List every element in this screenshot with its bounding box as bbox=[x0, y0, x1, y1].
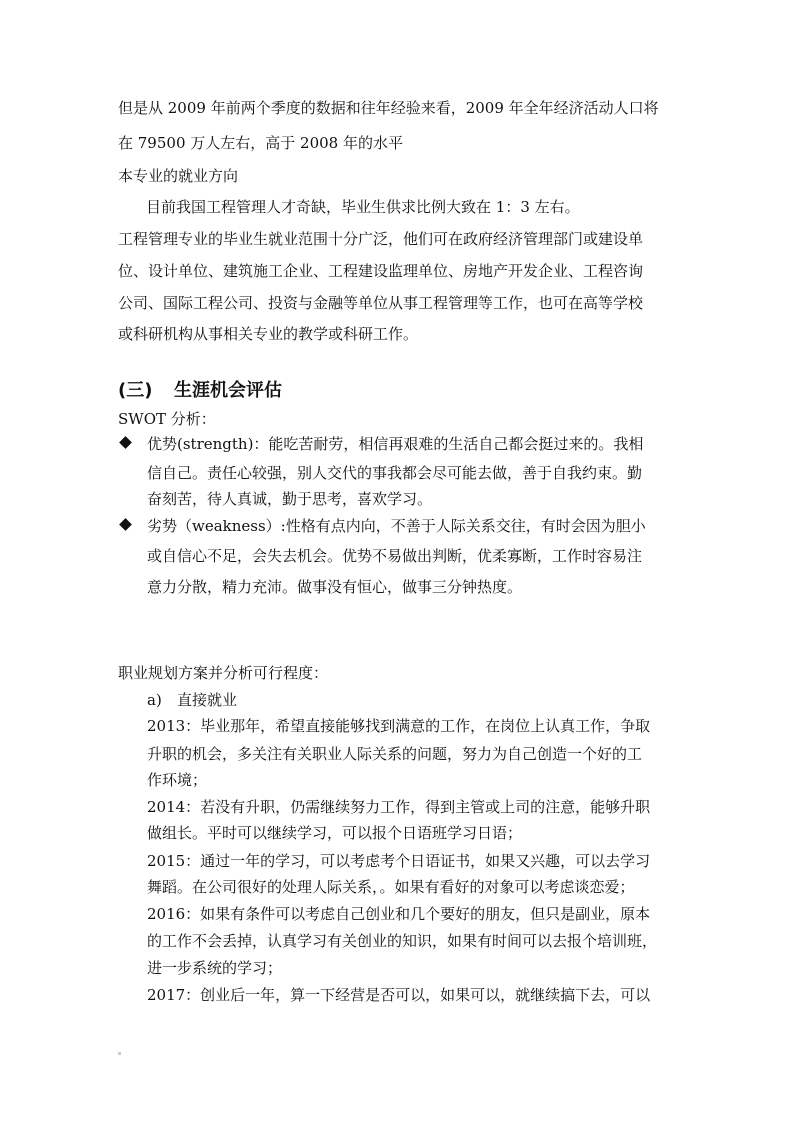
intro-line-2: 在 79500 万人左右，高于 2008 年的水平 bbox=[118, 134, 403, 152]
direction-scope-line: 位、设计单位、建筑施工企业、工程建设监理单位、房地产开发企业、工程咨询 bbox=[118, 262, 644, 280]
strength-line: 优势(strength)：能吃苦耐劳，相信再艰难的生活自己都会挺过来的。我相 bbox=[147, 435, 644, 453]
weakness-line: 意力分散，精力充沛。做事没有恒心，做事三分钟热度。 bbox=[147, 578, 523, 596]
plan-option-text: 直接就业 bbox=[177, 691, 238, 709]
direction-scope-line: 或科研机构从事相关专业的教学或科研工作。 bbox=[118, 325, 419, 343]
section-heading bbox=[118, 379, 282, 403]
strength-line: 信自己。责任心较强，别人交代的事我都会尽可能去做，善于自我约束。勤 bbox=[147, 464, 643, 482]
direction-title: 本专业的就业方向 bbox=[118, 167, 239, 185]
swot-label: SWOT 分析： bbox=[118, 410, 216, 428]
page-mark bbox=[118, 1052, 121, 1055]
diamond-bullet-icon bbox=[119, 518, 132, 531]
plan-2016-line: 的工作不会丢掉，认真学习有关创业的知识，如果有时间可以去报个培训班， bbox=[147, 932, 658, 950]
plan-2013-line: 2013：毕业那年，希望直接能够找到满意的工作，在岗位上认真工作，争取 bbox=[147, 717, 651, 735]
direction-scope-line: 公司、国际工程公司、投资与金融等单位从事工程管理等工作，也可在高等学校 bbox=[118, 294, 644, 312]
section-number: (三) bbox=[118, 380, 153, 401]
plan-2015-line: 2015：通过一年的学习，可以考虑考个日语证书，如果又兴趣，可以去学习 bbox=[147, 852, 651, 870]
strength-line: 奋刻苦，待人真诚，勤于思考，喜欢学习。 bbox=[147, 490, 433, 508]
plan-option-label: a) bbox=[147, 691, 162, 709]
plan-2014-line: 做组长。平时可以继续学习，可以报个日语班学习日语； bbox=[147, 824, 523, 842]
plan-option bbox=[147, 690, 237, 710]
plan-title: 职业规划方案并分析可行程度： bbox=[118, 664, 329, 682]
intro-line-1: 但是从 2009 年前两个季度的数据和往年经验来看，2009 年全年经济活动人口将 bbox=[118, 99, 659, 117]
plan-2013-line: 作环境； bbox=[147, 771, 208, 789]
plan-2016-line: 2016：如果有条件可以考虑自己创业和几个要好的朋友，但只是副业，原本 bbox=[147, 905, 651, 923]
plan-2013-line: 升职的机会，多关注有关职业人际关系的问题，努力为自己创造一个好的工 bbox=[147, 745, 643, 763]
section-title: 生涯机会评估 bbox=[174, 380, 282, 401]
plan-2016-line: 进一步系统的学习； bbox=[147, 959, 283, 977]
plan-2015-line: 舞蹈。在公司很好的处理人际关系，。如果有看好的对象可以考虑谈恋爱； bbox=[147, 878, 635, 896]
plan-2017-line: 2017：创业后一年，算一下经营是否可以，如果可以，就继续搞下去，可以 bbox=[147, 986, 651, 1004]
plan-2014-line: 2014：若没有升职，仍需继续努力工作，得到主管或上司的注意，能够升职 bbox=[147, 798, 651, 816]
weakness-line: 劣势（weakness）:性格有点内向，不善于人际关系交往，有时会因为胆小 bbox=[147, 517, 646, 535]
diamond-bullet-icon bbox=[119, 436, 132, 449]
direction-scope-line: 工程管理专业的毕业生就业范围十分广泛，他们可在政府经济管理部门或建设单 bbox=[118, 230, 644, 248]
direction-ratio: 目前我国工程管理人才奇缺，毕业生供求比例大致在 1：3 左右。 bbox=[146, 198, 580, 216]
weakness-line: 或自信心不足，会失去机会。优势不易做出判断，优柔寡断，工作时容易注 bbox=[147, 547, 643, 565]
